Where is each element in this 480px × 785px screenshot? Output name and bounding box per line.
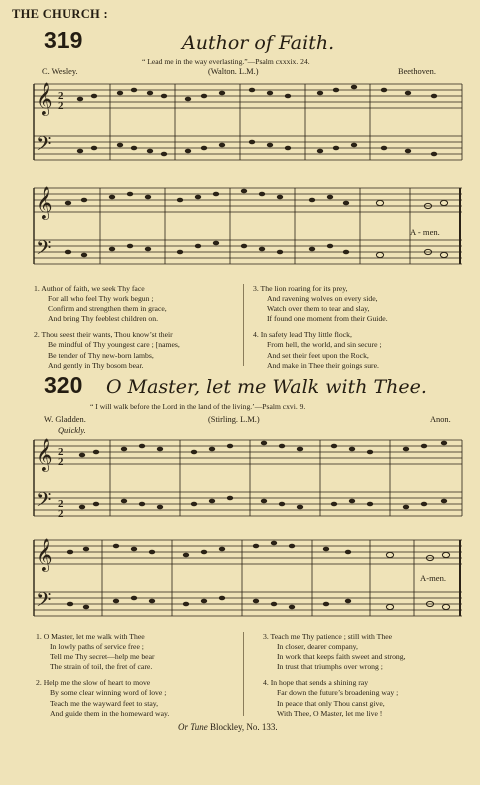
svg-text:2: 2	[58, 456, 64, 468]
svg-text:2: 2	[58, 90, 64, 102]
verse-line: In work that keeps faith sweet and strong,	[277, 652, 406, 662]
verse-line: In trust that triumphs over wrong ;	[277, 662, 383, 672]
verse-line: Tell me Thy secret—help me bear	[50, 652, 155, 662]
music-system-320a	[30, 432, 466, 532]
tune-name-319: (Walton. L.M.)	[208, 67, 259, 76]
verse-line: Watch over them to tear and slay,	[267, 304, 370, 314]
svg-text:𝄞: 𝄞	[36, 538, 53, 571]
alternate-tune-note	[178, 722, 278, 732]
music-system-319b	[30, 182, 466, 272]
verse-line: In lowly paths of service free ;	[50, 642, 144, 652]
svg-text:2: 2	[58, 508, 64, 520]
column-divider-320	[243, 632, 244, 716]
verse-line: 1. Author of faith, we seek Thy face	[34, 284, 145, 293]
verse-line: Be tender of Thy new-born lambs,	[48, 350, 154, 360]
verse-line: The strain of toil, the fret of care.	[50, 662, 153, 672]
amen-319: A - men.	[410, 227, 440, 237]
music-by-320: Anon.	[430, 415, 451, 424]
svg-text:𝄞: 𝄞	[36, 438, 53, 471]
verse-line: If found one moment from their Guide.	[267, 314, 388, 324]
verse-line: And set their feet upon the Rock,	[267, 350, 369, 360]
section-heading: THE CHURCH :	[12, 7, 108, 21]
verse-line: With Thee, O Master, let me live !	[277, 708, 383, 718]
words-by-320: W. Gladden.	[44, 415, 86, 424]
music-by-319: Beethoven.	[398, 67, 436, 76]
verses-320-left	[36, 632, 169, 719]
verse-line: In peace that only Thou canst give,	[277, 698, 385, 708]
verse-line: Be mindful of Thy youngest care ; [names,	[48, 340, 180, 350]
verse-line: 3. Teach me Thy patience ; still with Thee	[263, 632, 393, 641]
svg-text:𝄢: 𝄢	[36, 132, 52, 160]
epigraph-319: “ Lead me in the way everlasting.”—Psalm cxxxix. 24.	[142, 57, 310, 66]
alternate-tune-name: Blockley, No. 133.	[210, 722, 278, 732]
tune-name-320: (Stirling. L.M.)	[208, 415, 260, 424]
svg-text:2: 2	[58, 100, 64, 112]
verse-line: And make in Thee their goings sure.	[267, 360, 379, 370]
verse-line: 2. Help me the slow of heart to move	[36, 678, 151, 688]
svg-text:𝄢: 𝄢	[36, 588, 52, 616]
verse-line: 3. The lion roaring for its prey,	[253, 284, 348, 293]
svg-text:2: 2	[58, 446, 64, 458]
verse-line: 1. O Master, let me walk with Thee	[36, 632, 145, 641]
svg-text:𝄞: 𝄞	[36, 186, 53, 219]
verse-line: Teach me the wayward feet to stay,	[50, 698, 159, 708]
verse-line: 4. In safety lead Thy little flock,	[253, 330, 352, 340]
verse-line: Confirm and strengthen them in grace,	[48, 304, 167, 314]
verse-line: Far down the future’s broadening way ;	[277, 688, 399, 698]
verses-319-left	[34, 284, 180, 371]
epigraph-320: “ I will walk before the Lord in the land of the living.’—Psalm cxvi. 9.	[90, 402, 306, 411]
alternate-tune-prefix: Or Tune	[178, 722, 208, 732]
hymn-number-320: 320	[44, 372, 83, 398]
words-by-319: C. Wesley.	[42, 67, 78, 76]
verse-line: And gently in Thy bosom bear.	[48, 360, 144, 370]
hymn-title-319: Author of Faith.	[182, 32, 335, 54]
verse-line: And ravening wolves on every side,	[267, 294, 378, 304]
svg-text:2: 2	[58, 498, 64, 510]
verse-line: By some clear winning word of love ;	[50, 688, 167, 698]
column-divider-319	[243, 284, 244, 366]
music-system-319a	[30, 78, 466, 178]
verses-320-right	[263, 632, 406, 719]
verse-line: And guide them in the homeward way.	[50, 708, 170, 718]
svg-text:𝄢: 𝄢	[36, 488, 52, 516]
svg-text:𝄢: 𝄢	[36, 236, 52, 264]
music-system-320b	[30, 532, 466, 624]
verse-line: In closer, dearer company,	[277, 642, 358, 652]
verse-line: From hell, the world, and sin secure ;	[267, 340, 382, 350]
hymn-title-320: O Master, let me Walk with Thee.	[106, 376, 427, 398]
verse-line: And bring Thy feeblest children on.	[48, 314, 159, 324]
verses-319-right	[253, 284, 388, 371]
verse-line: 2. Thou seest their wants, Thou know’st their	[34, 330, 173, 340]
tempo-marking-320: Quickly.	[58, 426, 86, 435]
hymn-number-319: 319	[44, 27, 83, 53]
verse-line: For all who feel Thy work begun ;	[48, 294, 154, 304]
verse-line: 4. In hope that sends a shining ray	[263, 678, 369, 688]
amen-320: A-men.	[420, 573, 447, 583]
svg-text:𝄞: 𝄞	[36, 82, 53, 115]
